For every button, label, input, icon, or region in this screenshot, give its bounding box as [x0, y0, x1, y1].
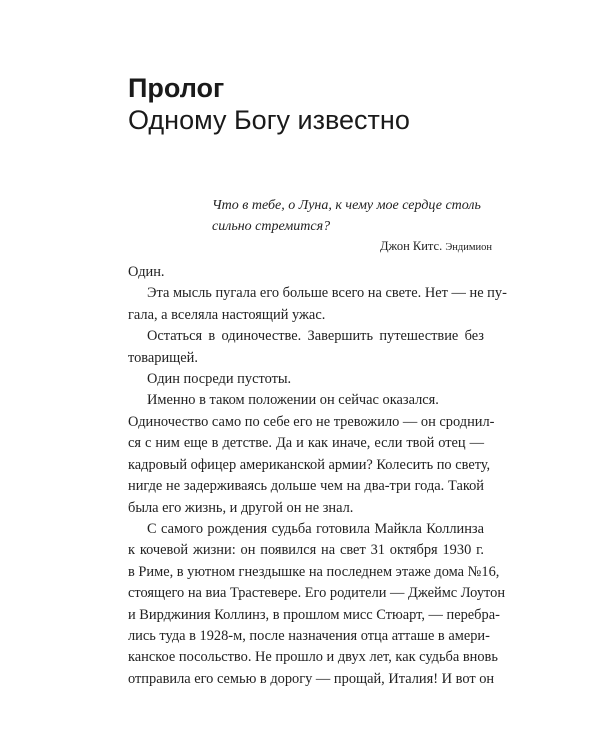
text-line: Именно в таком положении он сейчас оказался. — [147, 392, 439, 409]
epigraph-source — [212, 237, 492, 257]
epigraph-quote — [212, 195, 492, 237]
text-line: Остаться в одиночестве. Завершить путешествие без — [147, 328, 484, 345]
text-line: Один. — [128, 264, 165, 280]
text-line: кадровый офицер американской армии? Колесить по свету, — [128, 456, 491, 473]
text-line: гала, а вселяла настоящий ужас. — [128, 306, 326, 323]
text-line: стоящего на виа Трастевере. Его родители — Джеймс Лоутон — [128, 585, 506, 602]
text-line: была его жизнь, и другой он не знал. — [128, 499, 354, 516]
chapter-label: Пролог — [128, 73, 225, 103]
text-line: к кочевой жизни: он появился на свет 31 октября 1930 г. — [128, 542, 484, 559]
body-text-block-2 — [128, 412, 506, 690]
epigraph-line: сильно стремится? — [212, 219, 331, 234]
text-line: Одиночество само по себе его не тревожило — он сроднил- — [128, 414, 495, 430]
text-line: и Вирджиния Коллинз, в прошлом мисс Стюарт, — перебра- — [128, 606, 500, 623]
epigraph-work: Эндимион — [445, 242, 492, 253]
epigraph-line: Что в тебе, о Луна, к чему мое сердце столь — [212, 198, 481, 213]
text-line: товарищей. — [128, 349, 198, 366]
text-line: нигде не задерживаясь дольше чем на два-три года. Такой — [128, 478, 484, 495]
text-line: С самого рождения судьба готовила Майкла Коллинза — [147, 520, 484, 537]
text-line: лись туда в 1928-м, после назначения отца атташе в амери- — [128, 627, 490, 644]
chapter-title: Одному Богу известно — [128, 105, 410, 135]
text-line: канское посольство. Не прошло и двух лет, как судьба вновь — [128, 649, 498, 666]
text-line: Один посреди пустоты. — [147, 370, 292, 387]
epigraph-author: Джон Китс. — [379, 239, 443, 253]
text-line: в Риме, в уютном гнездышке на последнем этаже дома №16, — [128, 563, 500, 580]
text-line: Эта мысль пугала его больше всего на свете. Нет — не пу- — [147, 285, 507, 302]
body-text-block-1 — [128, 262, 507, 412]
text-line: отправила его семью в дорогу — прощай, Италия! И вот он — [128, 670, 495, 687]
text-line: ся с ним еще в детстве. Да и как иначе, если твой отец — — [128, 435, 484, 452]
